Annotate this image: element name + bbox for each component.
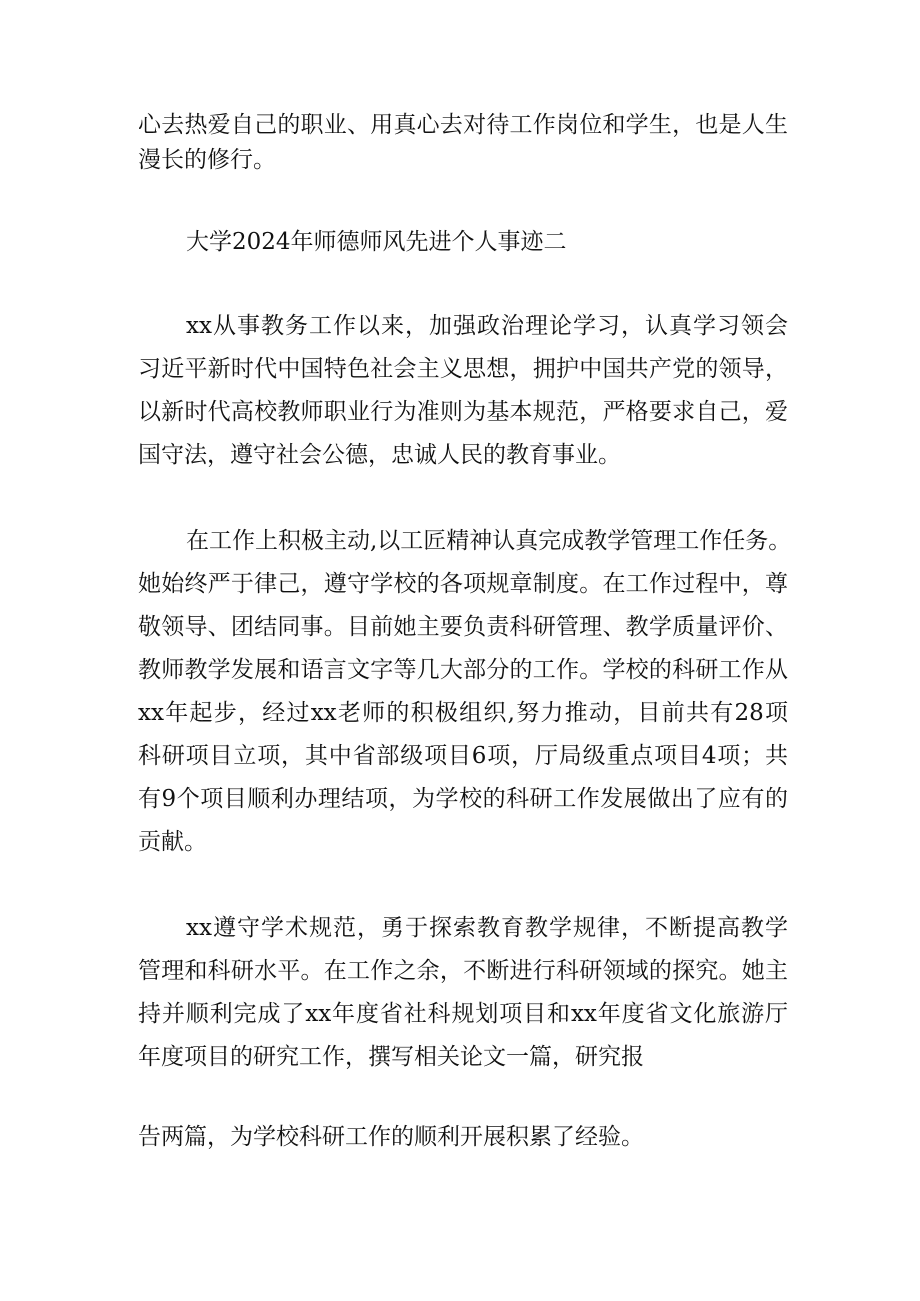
text-line: xx从事教务工作以来，加强政治理论学习，认真学习领会 — [186, 313, 788, 339]
text-line: 习近平新时代中国特色社会主义思想，拥护中国共产党的领导， — [138, 356, 788, 382]
text-line: 漫长的修行。 — [138, 147, 276, 173]
section-heading: 大学2024年师德师风先进个人事迹二 — [186, 229, 567, 255]
text-line: 科研项目立项，其中省部级项目6项，厅局级重点项目4项；共 — [138, 743, 788, 769]
text-line: 管理和科研水平。在工作之余，不断进行科研领域的探究。她主 — [138, 958, 788, 984]
text-line: 在工作上积极主动,以工匠精神认真完成教学管理工作任务。 — [186, 528, 792, 554]
text-line: 告两篇，为学校科研工作的顺利开展积累了经验。 — [138, 1124, 644, 1150]
text-line: 以新时代高校教师职业行为准则为基本规范，严格要求自己，爱 — [138, 399, 788, 425]
text-line: 心去热爱自己的职业、用真心去对待工作岗位和学生，也是人生 — [138, 112, 788, 138]
text-line: 有9个项目顺利办理结项，为学校的科研工作发展做出了应有的 — [138, 786, 788, 812]
text-line: xx年起步，经过xx老师的积极组织,努力推动，目前共有28项 — [138, 700, 788, 726]
text-line: 国守法，遵守社会公德，忠诚人民的教育事业。 — [138, 442, 621, 468]
text-line: 年度项目的研究工作，撰写相关论文一篇，研究报 — [138, 1044, 644, 1070]
text-line: 教师教学发展和语言文字等几大部分的工作。学校的科研工作从 — [138, 657, 788, 683]
text-line: 敬领导、团结同事。目前她主要负责科研管理、教学质量评价、 — [138, 614, 788, 640]
text-line: 她始终严于律己，遵守学校的各项规章制度。在工作过程中，尊 — [138, 571, 788, 597]
text-line: 贡献。 — [138, 829, 207, 855]
text-line: 持并顺利完成了xx年度省社科规划项目和xx年度省文化旅游厅 — [138, 1001, 788, 1027]
text-line: xx遵守学术规范，勇于探索教育教学规律，不断提高教学 — [186, 915, 788, 941]
